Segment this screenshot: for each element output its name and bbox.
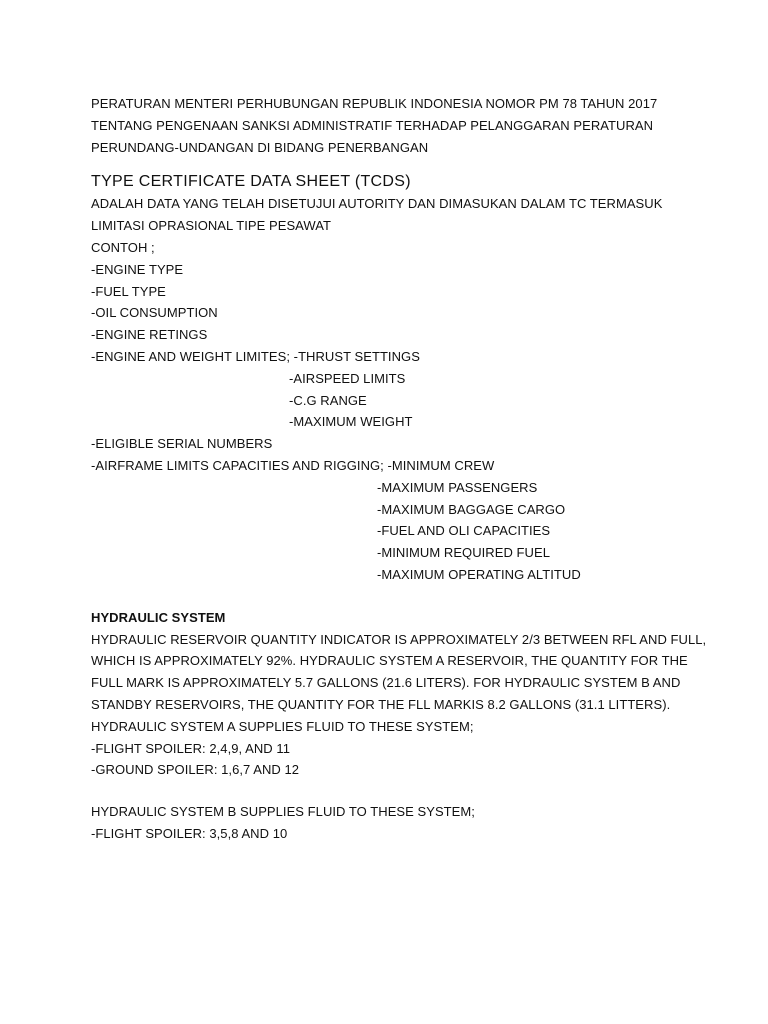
paragraph-line: WHICH IS APPROXIMATELY 92%. HYDRAULIC SYSTEM A RESERVOIR, THE QUANTITY FOR THE <box>91 653 688 669</box>
list-item: -MINIMUM REQUIRED FUEL <box>377 545 550 561</box>
hydraulic-paragraph <box>91 629 711 716</box>
system-a-intro: HYDRAULIC SYSTEM A SUPPLIES FLUID TO THESE SYSTEM; <box>91 718 474 734</box>
regulation-header <box>91 93 711 158</box>
document-content <box>91 93 711 845</box>
engine-weight-group <box>91 346 711 433</box>
serial-item: -ELIGIBLE SERIAL NUMBERS <box>91 436 273 452</box>
airframe-group <box>91 455 711 586</box>
engine-weight-label: -ENGINE AND WEIGHT LIMITES; -THRUST SETTINGS <box>91 348 420 364</box>
list-item: -FUEL TYPE <box>91 283 166 299</box>
paragraph-line: STANDBY RESERVOIRS, THE QUANTITY FOR THE FLL MARKIS 8.2 GALLONS (31.1 LITTERS). <box>91 696 671 712</box>
tcds-title: TYPE CERTIFICATE DATA SHEET (TCDS) <box>91 173 411 191</box>
regulation-line: PERUNDANG-UNDANGAN DI BIDANG PENERBANGAN <box>91 139 429 155</box>
definition-line: ADALAH DATA YANG TELAH DISETUJUI AUTORITY DAN DIMASUKAN DALAM TC TERMASUK <box>91 196 663 212</box>
list-item: -MAXIMUM BAGGAGE CARGO <box>377 501 566 517</box>
list-item: -GROUND SPOILER: 1,6,7 AND 12 <box>91 762 300 778</box>
tcds-item-list <box>91 259 711 346</box>
regulation-line: TENTANG PENGENAAN SANKSI ADMINISTRATIF TERHADAP PELANGGARAN PERATURAN <box>91 117 654 133</box>
list-item: -ENGINE TYPE <box>91 261 184 277</box>
list-item: -FLIGHT SPOILER: 3,5,8 AND 10 <box>91 825 288 841</box>
example-label: CONTOH ; <box>91 239 155 255</box>
airframe-label: -AIRFRAME LIMITS CAPACITIES AND RIGGING; -MINIMUM CREW <box>91 457 495 473</box>
paragraph-line: FULL MARK IS APPROXIMATELY 5.7 GALLONS (21.6 LITERS). FOR HYDRAULIC SYSTEM B AND <box>91 675 681 691</box>
system-b-intro: HYDRAULIC SYSTEM B SUPPLIES FLUID TO THESE SYSTEM; <box>91 804 475 820</box>
regulation-line: PERATURAN MENTERI PERHUBUNGAN REPUBLIK INDONESIA NOMOR PM 78 TAHUN 2017 <box>91 96 658 111</box>
paragraph-line: HYDRAULIC RESERVOIR QUANTITY INDICATOR IS APPROXIMATELY 2/3 BETWEEN RFL AND FULL, <box>91 631 707 647</box>
tcds-definition <box>91 193 711 237</box>
system-a-group <box>91 716 711 781</box>
list-item: -MAXIMUM OPERATING ALTITUD <box>377 566 581 582</box>
hydraulic-title: HYDRAULIC SYSTEM <box>91 609 226 625</box>
list-item: -C.G RANGE <box>289 392 367 408</box>
list-item: -ENGINE RETINGS <box>91 327 208 343</box>
list-item: -OIL CONSUMPTION <box>91 305 218 321</box>
list-item: -AIRSPEED LIMITS <box>289 370 406 386</box>
system-b-group <box>91 801 711 845</box>
list-item: -FUEL AND OLI CAPACITIES <box>377 523 551 539</box>
list-item: -FLIGHT SPOILER: 2,4,9, AND 11 <box>91 740 290 756</box>
list-item: -MAXIMUM PASSENGERS <box>377 479 538 495</box>
definition-line: LIMITASI OPRASIONAL TIPE PESAWAT <box>91 218 331 234</box>
list-item: -MAXIMUM WEIGHT <box>289 414 413 430</box>
